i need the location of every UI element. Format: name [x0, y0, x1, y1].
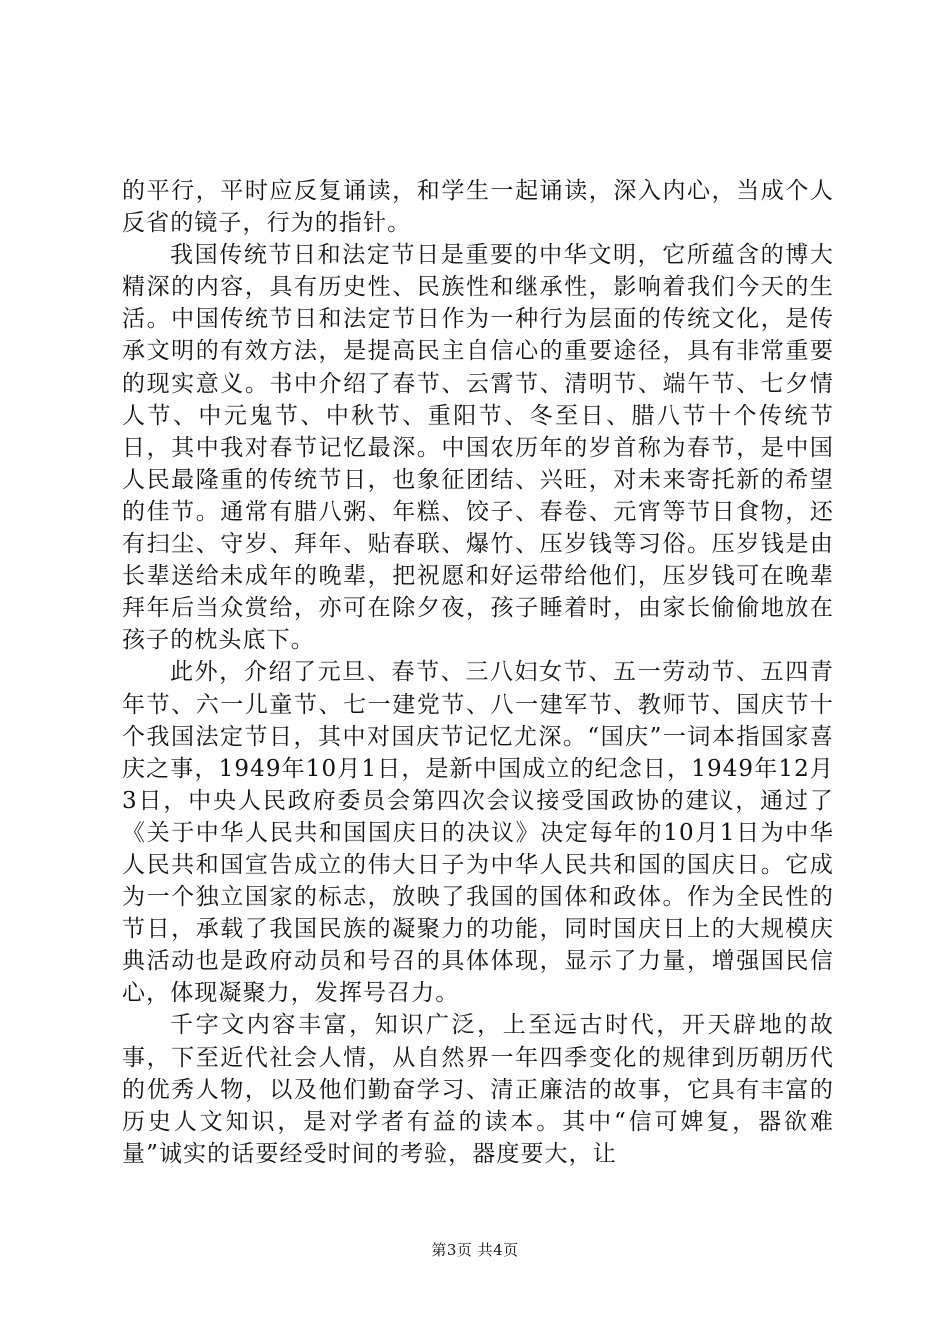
document-body [122, 175, 834, 1170]
paragraph-4: 千字文内容丰富，知识广泛，上至远古时代，开天辟地的故事，下至近代社会人情，从自然界一年四季变化的规律到历朝历代的优秀人物，以及他们勤奋学习、清正廉洁的故事，它具有丰富的历史人文知识，是对学者有益的读本。其中“信可婢复，器欲难量”诚实的话要经受时间的考验，器度要大，让 [122, 1012, 834, 1167]
paragraph-3: 此外，介绍了元旦、春节、三八妇女节、五一劳动节、五四青年节、六一儿童节、七一建党节、八一建军节、教师节、国庆节十个我国法定节日，其中对国庆节记忆尤深。“国庆”一词本指国家喜庆之事，1949年10月1日，是新中国成立的纪念日，1949年12月3日，中央人民政府委员会第四次会议接受国政协的建议，通过了《关于中华人民共和国国庆日的决议》决定每年的10月1日为中华人民共和国宣告成立的伟大日子为中华人民共和国的国庆日。它成为一个独立国家的标志，放映了我国的国体和政体。作为全民性的节日，承载了我国民族的凝聚力的功能，同时国庆日上的大规模庆典活动也是政府动员和号召的具体体现，显示了力量，增强国民信心，体现凝聚力，发挥号召力。 [122, 659, 834, 1007]
page-number-footer: 第3页 共4页 [431, 1241, 519, 1259]
paragraph-1: 的平行，平时应反复诵读，和学生一起诵读，深入内心，当成个人反省的镜子，行为的指针。 [122, 178, 834, 237]
paragraph-2: 我国传统节日和法定节日是重要的中华文明，它所蕴含的博大精深的内容，具有历史性、民族性和继承性，影响着我们今天的生活。中国传统节日和法定节日作为一种行为层面的传统文化，是传承文明的有效方法，是提高民主自信心的重要途径，具有非常重要的现实意义。书中介绍了春节、云霄节、清明节、端午节、七夕情人节、中元鬼节、中秋节、重阳节、冬至日、腊八节十个传统节日，其中我对春节记忆最深。中国农历年的岁首称为春节，是中国人民最隆重的传统节日，也象征团结、兴旺，对未来寄托新的希望的佳节。通常有腊八粥、年糕、饺子、春卷、元宵等节日食物，还有扫尘、守岁、拜年、贴春联、爆竹、压岁钱等习俗。压岁钱是由长辈送给未成年的晚辈，把祝愿和好运带给他们，压岁钱可在晚辈拜年后当众赏给，亦可在除夕夜，孩子睡着时，由家长偷偷地放在孩子的枕头底下。 [122, 242, 834, 654]
